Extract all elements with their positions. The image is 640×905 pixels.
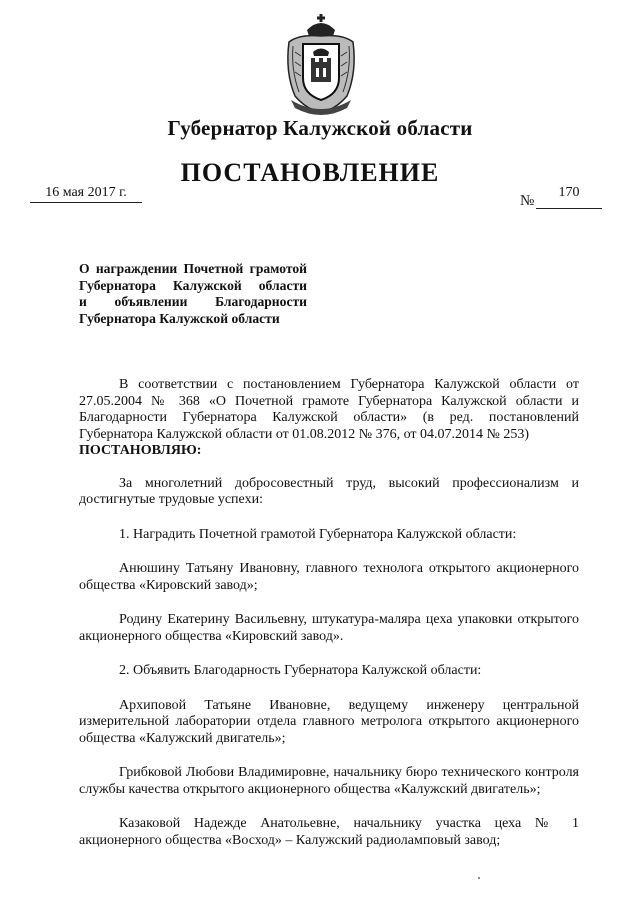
subject-line: Губернатора Калужской области [79, 277, 307, 293]
document-subject [79, 261, 307, 327]
scan-speck [478, 877, 480, 879]
subject-line: и объявлении Благодарности [79, 294, 307, 309]
award-recipient: Анюшину Татьяну Ивановну, главного технолога открытого акционерного общества «Кировский завод»; [79, 561, 579, 593]
document-body [79, 377, 579, 849]
thanks-recipient: Грибковой Любови Владимировне, начальнику бюро технического контроля службы качества открытого акционерного общества «Калужский двигатель»; [79, 765, 579, 797]
number-label: № [520, 193, 535, 209]
coat-of-arms-icon [281, 12, 361, 116]
thanks-section-heading: 2. Объявить Благодарность Губернатора Калужской области: [119, 663, 482, 678]
award-section-heading: 1. Наградить Почетной грамотой Губернатора Калужской области: [119, 526, 517, 542]
document-type: ПОСТАНОВЛЕНИЕ [180, 158, 440, 187]
preamble-paragraph: В соответствии с постановлением Губернатора Калужской области от 27.05.2004 № 368 «О Почетной грамоте Губернатора Калужской области и Благодарности Губернатора Калужской области» (в ред. постановлений Губернатора Калужской области от 01.08.2012 № 376, от 04.07.2014 № 253) [79, 377, 579, 442]
resolve-heading: ПОСТАНОВЛЯЮ: [79, 443, 202, 458]
thanks-recipient: Архиповой Татьяне Ивановне, ведущему инженеру центральной измерительной лаборатории отдела главного метролога открытого акционерного общества «Калужский двигатель»; [79, 697, 579, 746]
issuer-title: Губернатор Калужской области [167, 116, 473, 140]
reason-paragraph: За многолетний добросовестный труд, высокий профессионализм и достигнутые трудовые успехи: [79, 475, 579, 507]
subject-line: Губернатора Калужской области [79, 310, 280, 326]
subject-line: О награждении Почетной грамотой [79, 261, 307, 276]
document-date: 16 мая 2017 г. [30, 185, 142, 203]
document-number: 170 [536, 185, 602, 209]
thanks-recipient: Казаковой Надежде Анатольевне, начальнику участка цеха № 1 акционерного общества «Восход» – Калужский радиоламповый завод; [79, 816, 579, 848]
award-recipient: Родину Екатерину Васильевну, штукатура-маляра цеха упаковки открытого акционерного общества «Кировский завод». [79, 612, 579, 644]
